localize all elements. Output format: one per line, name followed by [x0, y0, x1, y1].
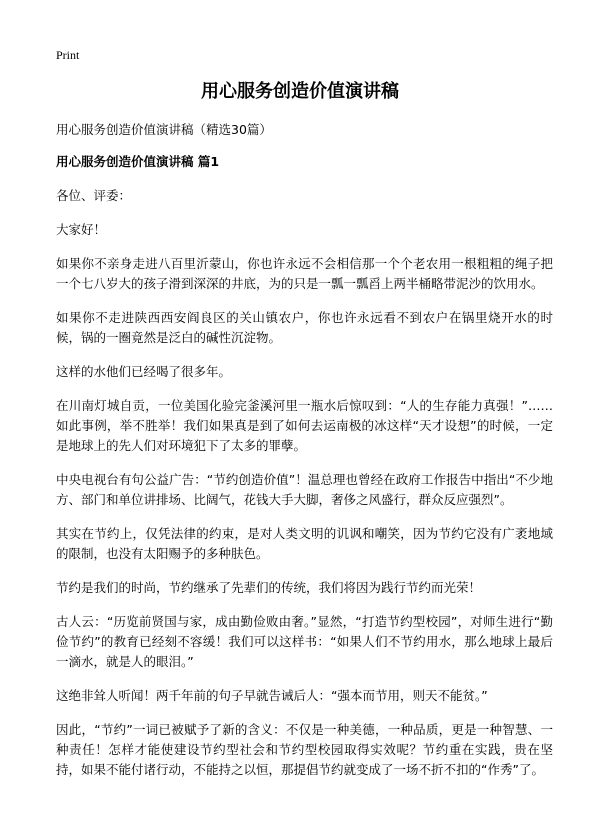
paragraph: 如果你不亲身走进八百里沂蒙山，你也许永远不会相信那一个个老农用一根粗粗的绳子把一个七八岁大的孩子滑到深深的井底，为的只是一瓢一瓢舀上两半桶略带泥沙的饮用水。 — [56, 256, 553, 291]
paragraph: 节约是我们的时尚，节约继承了先辈们的传统，我们将因为践行节约而光荣！ — [56, 580, 482, 595]
paragraph: 因此，“节约”一词已被赋予了新的含义：不仅是一种美德，一种品质，更是一种智慧、一种责任！怎样才能使建设节约型社会和节约型校园取得实效呢？节约重在实践，贵在坚持，如果不能付诸行动，不能持之以恒，那提倡节约就变成了一场不折不扣的“作秀”了。 — [56, 722, 553, 777]
paragraph: 这样的水他们已经喝了很多年。 — [56, 364, 232, 379]
paragraph: 古人云：“历览前贤国与家，成由勤俭败由奢。”显然，“打造节约型校园”，对师生进行“勤俭节约”的教育已经刻不容缓！我们可以这样书：“如果人们不节约用水，那么地球上最后一滴水，就是人的眼泪。” — [56, 614, 553, 669]
page-title: 用心服务创造价值演讲稿 — [201, 81, 399, 102]
document-subtitle: 用心服务创造价值演讲稿（精选30篇） — [56, 122, 272, 137]
paragraph: 在川南灯城自贡，一位美国化验完釜溪河里一瓶水后惊叹到：“人的生存能力真强！”……如此事例，举不胜举！我们如果真是到了如何去运南极的冰这样“天才设想”的时候，一定是地球上的先人们对环境犯下了太多的罪孽。 — [56, 398, 553, 453]
paragraph-hello: 大家好！ — [56, 222, 107, 237]
paragraph: 其实在节约上，仅凭法律的约束，是对人类文明的讥讽和嘲笑，因为节约它没有广袤地域的限制，也没有太阳赐予的多种肤色。 — [56, 526, 553, 561]
paragraph: 中央电视台有句公益广告：“节约创造价值”！温总理也曾经在政府工作报告中指出“不少地方、部门和单位讲排场、比阔气，花钱大手大脚，奢侈之风盛行，群众反应强烈”。 — [56, 472, 553, 507]
section-heading: 用心服务创造价值演讲稿 篇1 — [56, 154, 220, 169]
paragraph-greeting: 各位、评委： — [56, 188, 132, 203]
paragraph: 这绝非耸人听闻！两千年前的句子早就告诫后人：“强本而节用，则天不能贫。” — [56, 688, 488, 703]
print-link[interactable]: Print — [56, 48, 80, 62]
paragraph: 如果你不走进陕西西安阎良区的关山镇农户，你也许永远看不到农户在锅里烧开水的时候，锅的一圈竟然是泛白的碱性沉淀物。 — [56, 310, 553, 345]
document-body — [56, 120, 553, 794]
